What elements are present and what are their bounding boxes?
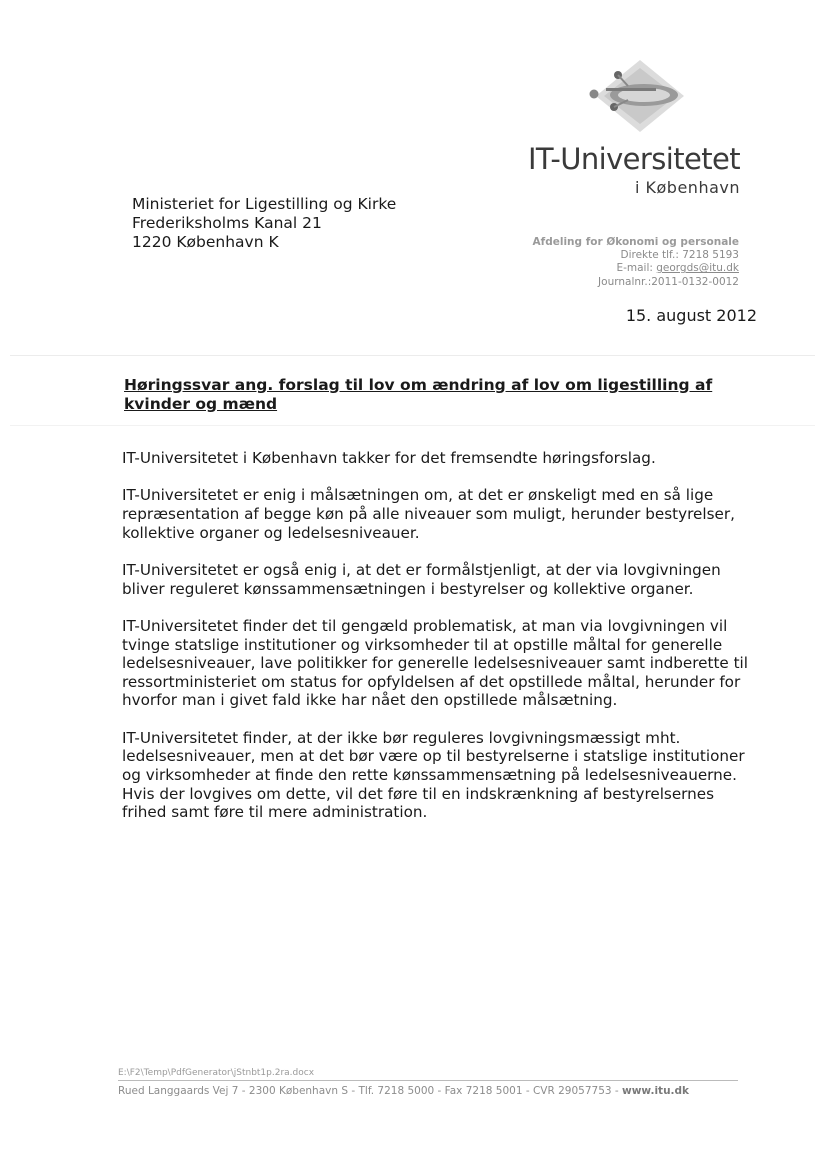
- body-paragraph: IT-Universitetet i København takker for det fremsendte høringsforslag.: [122, 449, 656, 467]
- file-path: E:\F2\Temp\PdfGenerator\jStnbt1p.2ra.docx: [118, 1068, 315, 1078]
- body-paragraph: IT-Universitetet finder, at der ikke bør reguleres lovgivningsmæssigt mht. ledelsesniveauer, men at det bør være op til bestyrelserne i statslige institutioner og virksomheder at finde den rette kønssammensætning på ledelsesniveauerne. Hvis der lovgives om dette, vil det føre til en indskrænkning af bestyrelsernes frihed samt føre til mere administration.: [122, 728, 745, 822]
- sender-department: Afdeling for Økonomi og personale: [532, 236, 739, 248]
- sender-journal: Journalnr.:2011-0132-0012: [598, 275, 739, 288]
- body-paragraph: IT-Universitetet er enig i målsætningen om, at det er ønskeligt med en så lige repræsentation af begge køn på alle niveauer som muligt, herunder bestyrelser, kollektive organer og ledelsesniveauer.: [122, 486, 735, 542]
- footer-web-link[interactable]: www.itu.dk: [622, 1085, 690, 1097]
- sender-email-label: E-mail:: [616, 262, 657, 275]
- footer-divider: [118, 1080, 738, 1081]
- sender-email-link[interactable]: georgds@itu.dk: [656, 262, 739, 275]
- letter-date: 15. august 2012: [625, 306, 757, 325]
- recipient-line: 1220 København K: [132, 233, 279, 251]
- divider: [10, 355, 815, 356]
- recipient-address: [132, 195, 396, 252]
- body-paragraph: IT-Universitetet finder det til gengæld problematisk, at man via lovgivningen vil tvinge statslige institutioner og virksomheder til at opstille måltal for generelle ledelsesniveauer, lave politikker for generelle ledelsesniveauer samt indberette til ressortministeriet om status for opfyldelsen af det opstillede måltal, herunder for hvorfor man i givet fald ikke har nået den opstillede målsætning.: [122, 616, 748, 710]
- body-paragraph: IT-Universitetet er også enig i, at det er formålstjenligt, at der via lovgivningen bliver reguleret kønssammensætningen i bestyrelser og kollektive organer.: [122, 560, 721, 598]
- footer-address: Rued Langgaards Vej 7 - 2300 København S - Tlf. 7218 5000 - Fax 7218 5001 - CVR 29057753 -: [118, 1085, 623, 1097]
- recipient-line: Ministeriet for Ligestilling og Kirke: [132, 195, 397, 213]
- letter-subject: Høringssvar ang. forslag til lov om ændring af lov om ligestilling af kvinder og mænd: [124, 376, 713, 413]
- divider: [10, 425, 815, 426]
- sender-info: [533, 236, 739, 289]
- institution-name: IT-Universitetet: [527, 142, 740, 176]
- sender-email-row: [533, 262, 739, 275]
- institution-subname: i København: [634, 178, 740, 197]
- footer: [118, 1085, 689, 1097]
- letter-body: [122, 449, 752, 840]
- sender-phone: Direkte tlf.: 7218 5193: [620, 249, 739, 262]
- itu-logo-icon: [588, 58, 686, 134]
- recipient-line: Frederiksholms Kanal 21: [132, 214, 322, 232]
